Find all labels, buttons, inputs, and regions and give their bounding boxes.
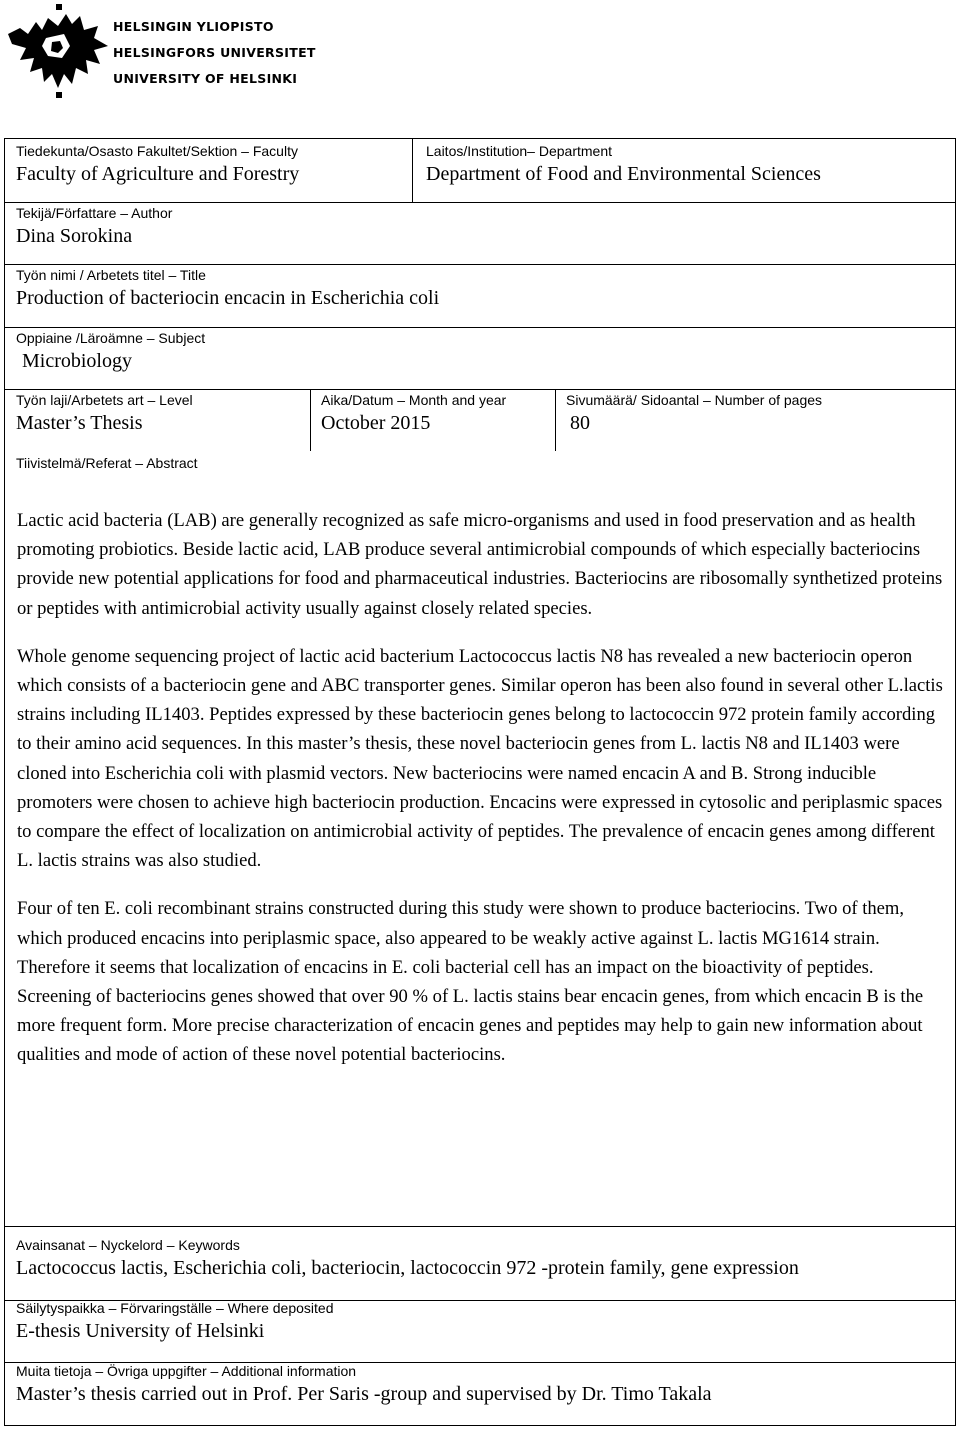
title-value: Production of bacteriocin encacin in Escherichia coli [16, 287, 440, 309]
department-value: Department of Food and Environmental Sciences [426, 163, 821, 185]
keywords-label: Avainsanat – Nyckelord – Keywords [16, 1237, 240, 1253]
deposited-label: Säilytyspaikka – Förvaringställe – Where deposited [16, 1300, 334, 1316]
university-names [113, 14, 316, 92]
additional-label: Muita tietoja – Övriga uppgifter – Additional information [16, 1363, 357, 1379]
abstract-paragraph: Four of ten E. coli recombinant strains constructed during this study were shown to produce bacteriocins. Two of them, which produced encacins into periplasmic space, also appeared to be weakly active against L. lactis MG1614 strain. Therefore it seems that localization of encacins in E. coli bacterial cell has an impact on the bioactivity of peptides. Screening of bacteriocins genes showed that over 90 % of L. lactis stains bear encacin genes, from which encacin B is the more frequent form. More precise characterization of encacin genes and peptides may help to gain new information about qualities and mode of action of these novel potential bacteriocins. [17, 898, 924, 1066]
thesis-abstract-form [4, 138, 956, 1426]
abstract-paragraph: Lactic acid bacteria (LAB) are generally recognized as safe micro-organisms and used in food preservation and as health promoting probiotics. Beside lactic acid, LAB produce several antimicrobial compounds of which especially bacteriocins provide new potential applications for food and pharmaceutical industries. Bacteriocins are ribosomally synthetized proteins or peptides with antimicrobial activity usually against closely related species. [17, 510, 943, 619]
divider [310, 389, 311, 451]
divider [5, 389, 955, 390]
additional-field [16, 1363, 712, 1406]
abstract-text [17, 506, 947, 1089]
author-value: Dina Sorokina [16, 225, 133, 247]
divider [5, 202, 955, 203]
date-field [321, 392, 506, 435]
university-name-sv: HELSINGFORS UNIVERSITET [113, 45, 316, 60]
department-field [426, 143, 821, 186]
keywords-value: Lactococcus lactis, Escherichia coli, bacteriocin, lactococcin 972 -protein family, gene expression [16, 1257, 799, 1279]
university-name-fi: HELSINGIN YLIOPISTO [113, 19, 274, 34]
abstract-label: Tiivistelmä/Referat – Abstract [16, 455, 198, 471]
subject-label: Oppiaine /Läroämne – Subject [16, 330, 206, 346]
helsinki-university-logo-icon [6, 4, 110, 102]
divider [5, 264, 955, 265]
divider [5, 327, 955, 328]
deposited-value: E-thesis University of Helsinki [16, 1320, 265, 1342]
divider [412, 139, 413, 202]
faculty-label: Tiedekunta/Osasto Fakultet/Sektion – Faculty [16, 143, 298, 159]
divider [555, 389, 556, 451]
pages-label: Sivumäärä/ Sidoantal – Number of pages [566, 392, 823, 408]
pages-field [566, 392, 822, 435]
level-label: Työn laji/Arbetets art – Level [16, 392, 193, 408]
additional-value: Master’s thesis carried out in Prof. Per Saris -group and supervised by Dr. Timo Takala [16, 1383, 712, 1405]
author-label: Tekijä/Författare – Author [16, 205, 173, 221]
subject-value: Microbiology [22, 350, 132, 372]
date-value: October 2015 [321, 412, 431, 434]
divider [5, 1226, 955, 1227]
university-name-en: UNIVERSITY OF HELSINKI [113, 71, 298, 86]
faculty-value: Faculty of Agriculture and Forestry [16, 163, 300, 185]
abstract-paragraph: Whole genome sequencing project of lactic acid bacterium Lactococcus lactis N8 has revealed a new bacteriocin operon which consists of a bacteriocin gene and ABC transporter genes. Similar operon has been also found in several other L.lactis strains including IL1403. Peptides expressed by these bacteriocin genes belong to lactococcin 972 protein family according to their amino acid sequences. In this master’s thesis, these novel bacteriocin genes from L. lactis N8 and IL1403 were cloned into Escherichia coli with plasmid vectors. New bacteriocins were named encacin A and B. Strong inducible promoters were chosen to achieve high bacteriocin production. Encacins were expressed in cytosolic and periplasmic spaces to compare the effect of localization on antimicrobial activity of peptides. The prevalence of encacin genes among different L. lactis strains was also studied. [17, 645, 943, 872]
deposited-field [16, 1300, 334, 1343]
subject-field [16, 330, 205, 373]
level-field [16, 392, 193, 435]
keywords-field [16, 1237, 799, 1280]
title-field [16, 267, 439, 310]
abstract-field [16, 455, 198, 471]
author-field [16, 205, 172, 248]
pages-value: 80 [570, 412, 590, 434]
date-label: Aika/Datum – Month and year [321, 392, 507, 408]
title-label: Työn nimi / Arbetets titel – Title [16, 267, 206, 283]
department-label: Laitos/Institution– Department [426, 143, 612, 159]
faculty-field [16, 143, 299, 186]
level-value: Master’s Thesis [16, 412, 143, 434]
